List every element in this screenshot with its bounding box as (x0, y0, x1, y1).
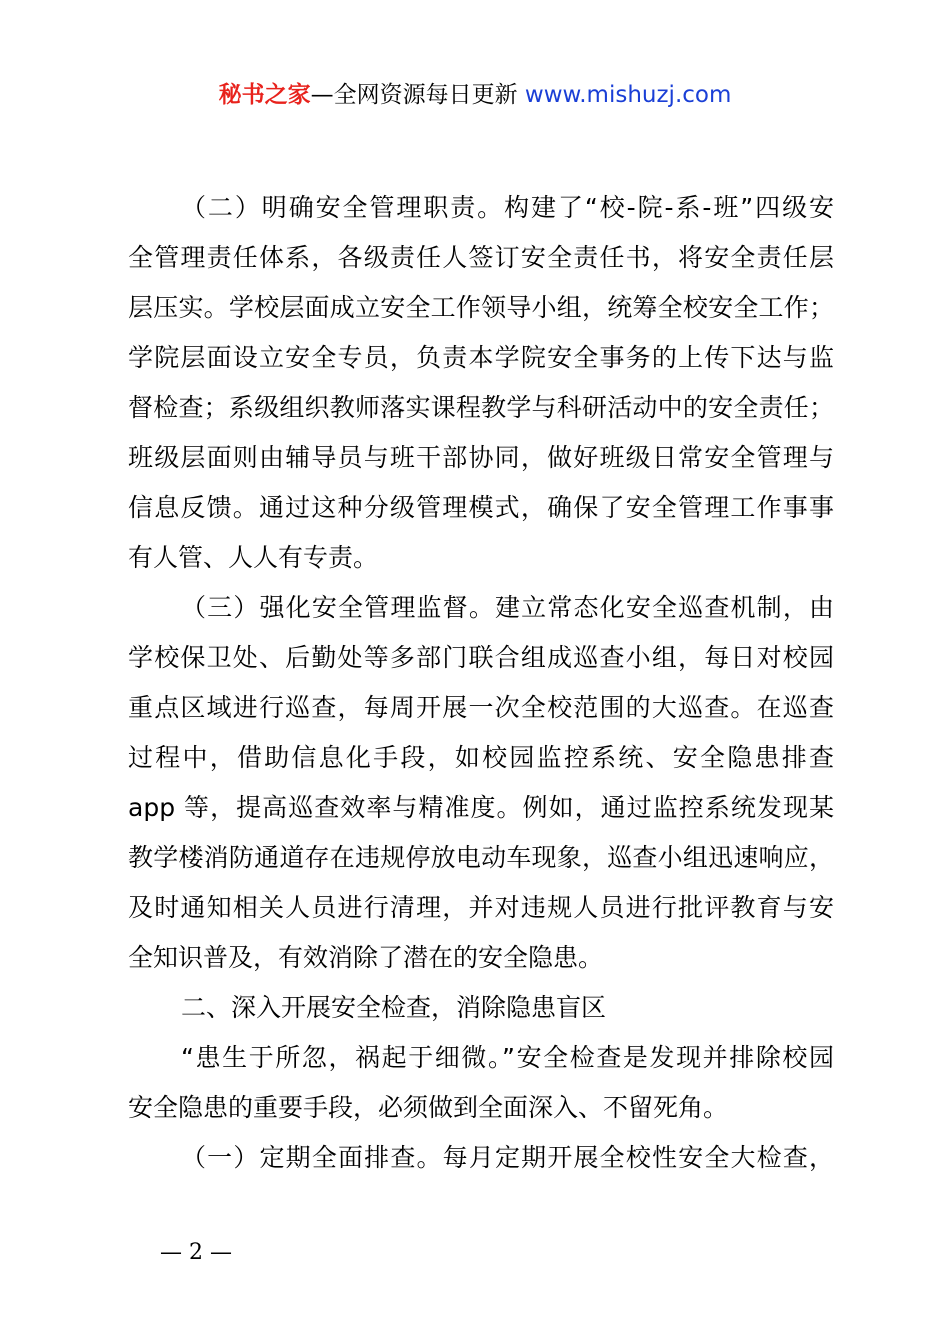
paragraph-line: 信息反馈。通过这种分级管理模式，确保了安全管理工作事事 (128, 493, 834, 522)
site-header (0, 78, 950, 112)
paragraph-line: 全知识普及，有效消除了潜在的安全隐患。 (128, 943, 604, 972)
paragraph-line: 学院层面设立安全专员，负责本学院安全事务的上传下达与监 (128, 343, 834, 372)
site-url-link[interactable]: www.mishuzj.com (524, 82, 732, 108)
paragraph-line: 督检查；系级组织教师落实课程教学与科研活动中的安全责任； (128, 393, 834, 422)
paragraph-line: （一）定期全面排查。每月定期开展全校性安全大检查， (181, 1143, 834, 1172)
paragraph-line: 层压实。学校层面成立安全工作领导小组，统筹全校安全工作； (128, 293, 834, 322)
paragraph-line: 学校保卫处、后勤处等多部门联合组成巡查小组，每日对校园 (128, 643, 834, 672)
paragraph-line: 班级层面则由辅导员与班干部协同，做好班级日常安全管理与 (128, 443, 834, 472)
section-heading: 二、深入开展安全检查，消除隐患盲区 (181, 993, 607, 1022)
paragraph-line: （二）明确安全管理职责。构建了“校-院-系-班”四级安 (181, 193, 834, 222)
paragraph-line: （三）强化安全管理监督。建立常态化安全巡查机制，由 (181, 593, 834, 622)
page-number: — 2 — (160, 1240, 232, 1265)
paragraph-line: 教学楼消防通道存在违规停放电动车现象，巡查小组迅速响应， (128, 843, 834, 872)
paragraph-line: 及时通知相关人员进行清理，并对违规人员进行批评教育与安 (128, 893, 834, 922)
paragraph-line: 全管理责任体系，各级责任人签订安全责任书，将安全责任层 (128, 243, 834, 272)
paragraph-line: app 等，提高巡查效率与精准度。例如，通过监控系统发现某 (128, 793, 834, 822)
header-tagline: —全网资源每日更新 (310, 82, 518, 108)
brand-name: 秘书之家 (218, 82, 311, 108)
paragraph-line: “患生于所忽，祸起于细微。”安全检查是发现并排除校园 (181, 1043, 834, 1072)
paragraph-line: 安全隐患的重要手段，必须做到全面深入、不留死角。 (128, 1093, 729, 1122)
paragraph-line: 过程中，借助信息化手段，如校园监控系统、安全隐患排查 (128, 743, 834, 772)
document-body (128, 183, 834, 1183)
paragraph-line: 有人管、人人有专责。 (128, 543, 379, 572)
paragraph-line: 重点区域进行巡查，每周开展一次全校范围的大巡查。在巡查 (128, 693, 834, 722)
